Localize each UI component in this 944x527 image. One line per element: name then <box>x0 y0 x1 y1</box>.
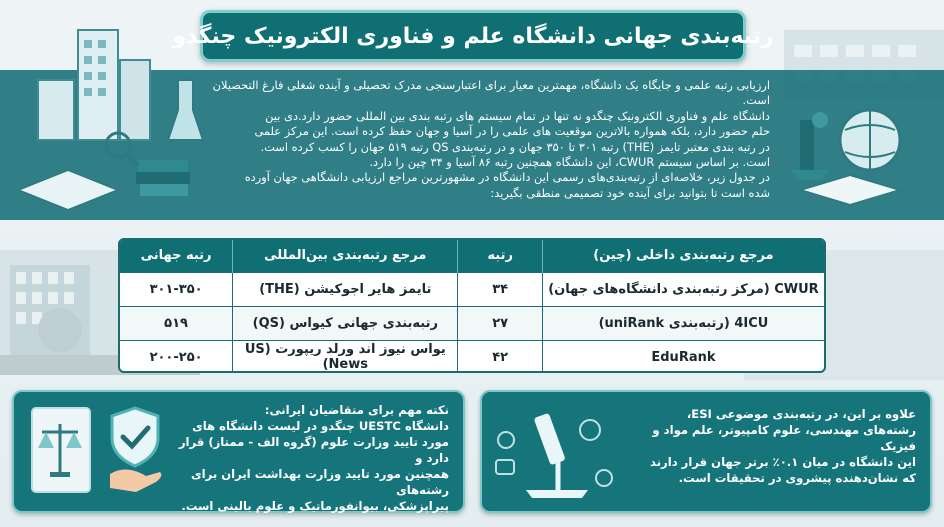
intro-line: حلم حضور دارد، بلکه همواره بالاترین موقعیت های علمی را در آسیا و جهان حفظ کرده است. این مرکز علمی <box>254 124 770 139</box>
certificate-scales-icon <box>24 402 104 502</box>
microscope-science-icon <box>492 400 622 508</box>
cell-domestic-ref: EduRank <box>542 340 824 373</box>
esi-line: این دانشگاه در میان ۰.۱٪ برتر جهان قرار دارند <box>650 455 916 469</box>
cell-world-rank: ۳۰۱-۳۵۰ <box>120 272 233 306</box>
intro-paragraph <box>210 78 770 201</box>
esi-ranking-box <box>480 390 932 513</box>
note-line: مورد تایید وزارت علوم (گروه الف - ممتاز) قرار دارد و <box>178 435 449 465</box>
cell-domestic-ref: CWUR (مرکز رتبه‌بندی دانشگاه‌های جهان) <box>542 272 824 306</box>
cell-world-rank: ۲۰۰-۲۵۰ <box>120 340 233 373</box>
esi-line: رشته‌های مهندسی، علوم کامپیوتر، علم مواد و فیزیک <box>652 423 916 453</box>
intro-line: شده است تا بتوانید برای آینده خود تصمیمی منطقی بگیرید: <box>490 185 770 200</box>
table-row <box>120 340 824 373</box>
table-row <box>120 272 824 306</box>
intro-line: در جدول زیر، خلاصه‌ای از رتبه‌بندی‌های رسمی این دانشگاه در مشهورترین مراجع ارزیابی دانشگاهی جهان آورده <box>244 170 770 185</box>
col-header-domestic-ref: مرجع رتبه‌بندی داخلی (چین) <box>542 240 824 272</box>
col-header-world-rank: رتبه جهانی <box>120 240 233 272</box>
cell-domestic-ref: 4ICU (رتبه‌بندی uniRank) <box>542 306 824 340</box>
title-banner <box>172 10 774 62</box>
intro-line: در رتبه بندی معتبر تایمز (THE) رتبه ۳۰۱ تا ۳۵۰ جهان و در رتبه‌بندی QS رتبه ۵۱۹ جهان را کسب کرده است. <box>260 139 770 154</box>
esi-line: که نشان‌دهنده پیشروی در تحقیقات است. <box>678 471 916 485</box>
cell-rank: ۳۴ <box>458 272 542 306</box>
cell-rank: ۴۲ <box>458 340 542 373</box>
cell-world-rank: ۵۱۹ <box>120 306 233 340</box>
intro-line: ارزیابی رتبه علمی و جایگاه یک دانشگاه، مهمترین معیار برای اعتبارسنجی مدرک تحصیلی و آینده شغلی فارغ التحصیلان است. <box>212 78 770 108</box>
table-header-row <box>120 240 824 272</box>
cell-international-ref: تایمز هایر اجوکیشن (THE) <box>233 272 458 306</box>
note-heading: نکته مهم برای متقاضیان ایرانی: <box>264 403 449 417</box>
iranian-applicants-note-box <box>12 390 465 513</box>
note-line: همچنین مورد تایید وزارت بهداشت ایران برای رشته‌های <box>191 467 449 497</box>
col-header-international-ref: مرجع رتبه‌بندی بین‌المللی <box>233 240 458 272</box>
rankings-table <box>118 238 826 373</box>
education-illustration-left <box>8 20 208 220</box>
esi-line: علاوه بر این، در رتبه‌بندی موضوعی ESI، <box>686 407 916 421</box>
note-text <box>153 402 449 514</box>
science-illustration-right <box>760 60 940 220</box>
intro-line: دانشگاه علم و فناوری الکترونیک چنگدو نه تنها در تمام سیستم های رتبه بندی بین المللی حضور دارد.دی بین <box>265 108 770 123</box>
esi-text <box>616 406 916 486</box>
note-line: پیراپزشکی، بیوانفورماتیک و علوم بالینی است. <box>181 499 449 513</box>
note-line: دانشگاه UESTC چنگدو در لیست دانشگاه های <box>192 419 449 433</box>
page-title: رتبه‌بندی جهانی دانشگاه علم و فناوری الکترونیک چنگدو <box>172 23 774 49</box>
cell-international-ref: یواس نیوز اند ورلد ریپورت (US News) <box>233 340 458 373</box>
col-header-rank: رتبه <box>458 240 542 272</box>
table-row <box>120 306 824 340</box>
cell-rank: ۲۷ <box>458 306 542 340</box>
cell-international-ref: رتبه‌بندی جهانی کیواس (QS) <box>233 306 458 340</box>
intro-line: است. بر اساس سیستم CWUR، این دانشگاه همچنین رتبه ۸۶ آسیا و ۳۴ چین را دارد. <box>369 155 770 170</box>
